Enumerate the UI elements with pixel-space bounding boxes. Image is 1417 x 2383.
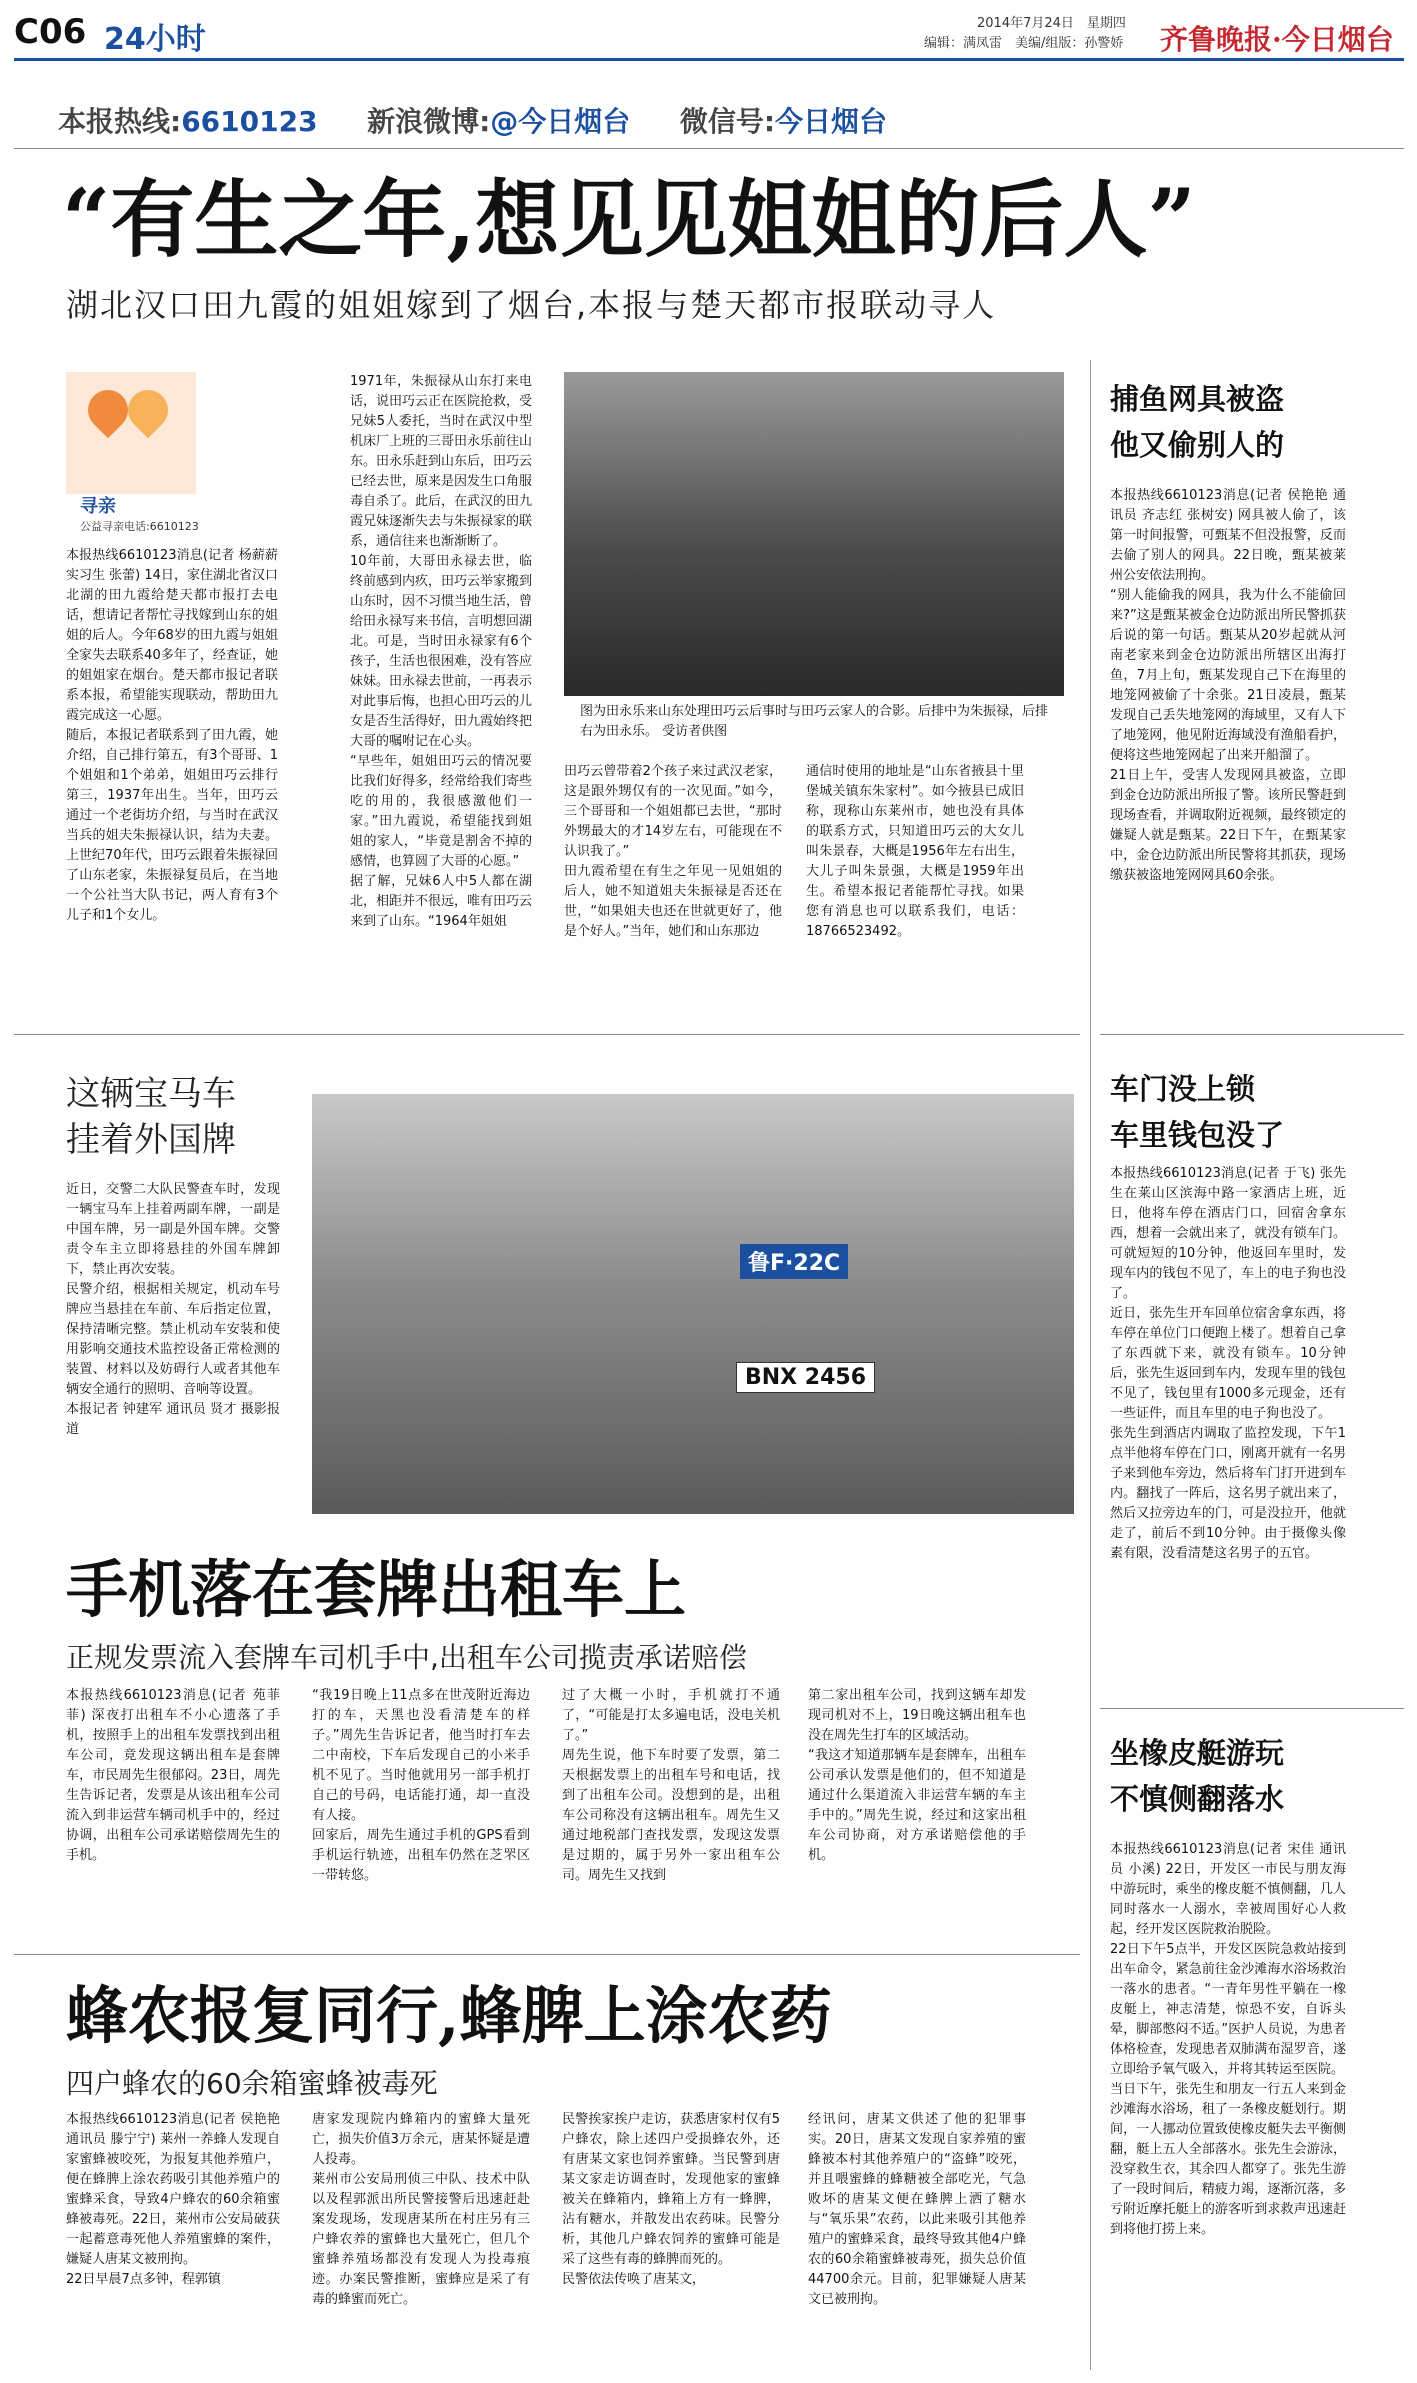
sidebar-story-3-title-line1: 坐橡皮艇游玩 bbox=[1110, 1736, 1285, 1770]
newspaper-brand: 齐鲁晚报·今日烟台 bbox=[1160, 23, 1394, 56]
heart-icon bbox=[120, 382, 177, 439]
bees-headline: 蜂农报复同行,蜂脾上涂农药 bbox=[66, 1979, 832, 2052]
logo-sub: 公益寻亲电话:6610123 bbox=[80, 520, 199, 533]
lead-col-4: 通信时使用的地址是“山东省掖县十里堡城关镇东朱家村”。如今掖县已成旧称，现称山东莱州市，她也没有具体的联系方式，只知道田巧云的大女儿叫朱景春，大概是1956年左右出生，大儿子叫朱景强，大概是1959年出生。希望本报记者能帮忙寻找。如果您有消息也可以联系我们，电话：18766523492。 bbox=[806, 764, 1024, 939]
wechat-label: 微信号: bbox=[679, 105, 776, 138]
hotline-value: 6610123 bbox=[181, 105, 318, 138]
lead-bottom-rule bbox=[14, 1034, 1080, 1035]
bees-col-1: 本报热线6610123消息(记者 侯艳艳 通讯员 滕宁宁) 莱州一养蜂人发现自家蜜蜂被咬死，为报复其他养殖户，便在蜂脾上涂农药吸引其他养殖户的蜜蜂采食，导致4户蜂农的60余箱蜜蜂被毒死。22日，莱州市公安局破获一起蓄意毒死他人养殖蜜蜂的案件，嫌疑人唐某文被刑拘。 22日早晨7点多钟，程郭镇 bbox=[66, 2112, 280, 2287]
taxi-col-2: “我19日晚上11点多在世茂附近海边打的车，天黑也没看清楚车的样子。”周先生告诉记者，他当时打车去二中南校，下车后发现自己的小米手机不见了。当时他就用另一部手机打自己的号码，电话能打通，却一直没有人接。 回家后，周先生通过手机的GPS看到手机运行轨迹，出租车仍然在芝罘区一带转悠。 bbox=[312, 1688, 530, 1883]
sidebar-story-1-title bbox=[1110, 376, 1284, 468]
logo-label: 寻亲 bbox=[80, 496, 116, 517]
page-number: C06 bbox=[14, 12, 87, 52]
bmw-photo bbox=[312, 1094, 1074, 1514]
family-photo bbox=[564, 372, 1064, 696]
chinese-plate: 鲁F·22C bbox=[740, 1244, 848, 1279]
masthead-rule bbox=[14, 58, 1404, 61]
sidebar-divider bbox=[1090, 360, 1091, 2370]
sidebar-story-1-title-line2: 他又偷别人的 bbox=[1110, 428, 1285, 462]
lead-subhead: 湖北汉口田九霞的姐姐嫁到了烟台,本报与楚天都市报联动寻人 bbox=[66, 286, 997, 324]
sidebar-rule-1 bbox=[1100, 1034, 1404, 1035]
contact-rule bbox=[14, 148, 1404, 149]
find-family-logo bbox=[66, 372, 196, 494]
editors-credit: 编辑：满凤雷 美编/组版：孙警娇 bbox=[924, 36, 1124, 51]
lead-col-3: 田巧云曾带着2个孩子来过武汉老家，这是跟外甥仅有的一次见面。”如今，三个哥哥和一个姐姐都已去世，“那时外甥最大的才14岁左右，可能现在不认识我了。” 田九霞希望在有生之年见一见姐姐的后人，她不知道姐夫朱振禄是否还在世，“如果姐夫也还在世就更好了，他是个好人。”当年，她们和山东那边 bbox=[564, 764, 782, 939]
sidebar-story-2-body: 本报热线6610123消息(记者 于飞) 张先生在莱山区滨海中路一家酒店上班，近日，他将车停在酒店门口，回宿舍拿东西，想着一会就出来了，就没有锁车门。可就短短的10分钟，他返回车里时，发现车内的钱包不见了，车上的电子狗也没了。 近日，张先生开车回单位宿舍拿东西，将车停在单位门口便跑上楼了。想着自己拿了东西就下来，就没有锁车。10分钟后，张先生返回到车内，发现车里的钱包不见了，钱包里有1000多元现金，还有一些证件，而且车里的电子狗也没了。 张先生到酒店内调取了监控发现，下午1点半他将车停在门口，刚离开就有一名男子来到他车旁边，然后将车门打开进到车内。翻找了一阵后，这名男子就出来了，然后又拉旁边车的门，可是没拉开，他就走了，前后不到10分钟。由于摄像头像素有限，没看清楚这名男子的五官。 bbox=[1110, 1166, 1346, 1561]
foreign-plate: BNX 2456 bbox=[736, 1362, 875, 1393]
section-name: 24小时 bbox=[104, 22, 206, 57]
lead-col-1: 本报热线6610123消息(记者 杨薪薪 实习生 张蕾) 14日，家住湖北省汉口北湖的田九霞给楚天都市报打去电话，想请记者帮忙寻找嫁到山东的姐姐的后人。今年68岁的田九霞与姐姐全家失去联系40多年了，经查证，她的姐姐家在烟台。楚天都市报记者联系本报，希望能实现联动，帮助田九霞完成这一心愿。 随后，本报记者联系到了田九霞，她介绍，自己排行第五，有3个哥哥、1个姐姐和1个弟弟，姐姐田巧云排行第三，1937年出生。当年，田巧云通过一个老街坊介绍，与当时在武汉当兵的姐夫朱振禄认识，结为夫妻。上世纪70年代，田巧云跟着朱振禄回了山东老家，朱振禄复员后，在当地一个公社当大队书记，两人育有3个儿子和1个女儿。 bbox=[66, 548, 278, 923]
taxi-bottom-rule bbox=[14, 1954, 1080, 1955]
contact-bar bbox=[58, 100, 887, 140]
sidebar-story-3-title-line2: 不慎侧翻落水 bbox=[1110, 1782, 1285, 1816]
weibo-label: 新浪微博: bbox=[367, 105, 491, 138]
bees-col-3: 民警挨家挨户走访，获悉唐家村仅有5户蜂农，除上述四户受损蜂农外，还有唐某文家也饲养蜜蜂。当民警到唐某文家走访调查时，发现他家的蜜蜂被关在蜂箱内，蜂箱上方有一蜂脾，沾有糖水，并散发出农药味。民警分析，其他几户蜂农饲养的蜜蜂可能是采了这些有毒的蜂脾而死的。 民警依法传唤了唐某文， bbox=[562, 2112, 780, 2287]
sidebar-rule-2 bbox=[1100, 1708, 1404, 1709]
taxi-col-3: 过了大概一小时，手机就打不通了，“可能是打太多遍电话，没电关机了。” 周先生说，他下车时要了发票，第二天根据发票上的出租车号和电话，找到了出租车公司。没想到的是，出租车公司称没有这辆出租车。周先生又通过地税部门查找发票，发现这发票是过期的，属于另外一家出租车公司。周先生又找到 bbox=[562, 1688, 780, 1883]
bmw-title-2: 挂着外国牌 bbox=[66, 1120, 236, 1160]
hotline-label: 本报热线: bbox=[58, 105, 182, 138]
lead-headline: “有生之年,想见见姐姐的后人” bbox=[62, 170, 1196, 269]
sidebar-story-1-body: 本报热线6610123消息(记者 侯艳艳 通讯员 齐志红 张树安) 网具被人偷了，该第一时间报警，可甄某不但没报警，反而去偷了别人的网具。22日晚，甄某被莱州公安依法刑拘。 “别人能偷我的网具，我为什么不能偷回来?”这是甄某被金仓边防派出所民警抓获后说的第一句话。甄某从20岁起就从河南老家来到金仓边防派出所辖区出海打鱼，7月上旬，甄某发现自己下在海里的地笼网被偷了十余张。21日凌晨，甄某发现自己丢失地笼网的海域里，又有人下了地笼网，他见附近海域没有渔船看护，便将这些地笼网起了出来开船溜了。 21日上午，受害人发现网具被盗，立即到金仓边防派出所报了警。该所民警赶到现场查看，并调取附近视频，最终锁定的嫌疑人就是甄某。22日下午，在甄某家中，金仓边防派出所民警将其抓获，现场缴获被盗地笼网网具60余张。 bbox=[1110, 488, 1346, 883]
bmw-title-1: 这辆宝马车 bbox=[66, 1074, 236, 1114]
sidebar-story-1-title-line1: 捕鱼网具被盗 bbox=[1110, 382, 1285, 416]
sidebar-story-3-body: 本报热线6610123消息(记者 宋佳 通讯员 小溪) 22日，开发区一市民与朋友海中游玩时，乘坐的橡皮艇不慎侧翻，几人同时落水一人溺水，幸被周围好心人救起，经开发区医院救治脱险。 22日下午5点半，开发区医院急救站接到出车命令，紧急前往金沙滩海水浴场救治一落水的患者。“一青年男性平躺在一橡皮艇上，神志清楚，惊恐不安，自诉头晕，脚部憋闷不适。”医护人员说，为患者体格检查，发现患者双肺满布湿罗音，遂立即给予氧气吸入，并将其转运至医院。 当日下午，张先生和朋友一行五人来到金沙滩海水浴场，租了一条橡皮艇划行。期间，一人挪动位置致使橡皮艇失去平衡侧翻，艇上五人全部落水。张先生会游泳，没穿救生衣，其余四人都穿了。张先生游了一段时间后，精疲力竭，逐渐沉落，多亏附近摩托艇上的游客听到求救声迅速赶到将他打捞上来。 bbox=[1110, 1842, 1346, 2237]
taxi-col-1: 本报热线6610123消息(记者 苑菲菲) 深夜打出租车不小心遗落了手机，按照手上的出租车发票找到出租车公司，竟发现这辆出租车是套牌车，市民周先生很郁闷。23日，周先生告诉记者，发票是从该出租车公司流入到非运营车辆司机手中的，经过协调，出租车公司承诺赔偿周先生的手机。 bbox=[66, 1688, 280, 1863]
weibo-value: @今日烟台 bbox=[490, 105, 631, 138]
taxi-col-4: 第二家出租车公司，找到这辆车却发现司机对不上，19日晚这辆出租车也没在周先生打车的区域活动。 “我这才知道那辆车是套牌车，出租车公司承认发票是他们的，但不知道是通过什么渠道流入非运营车辆的车主手中的。”周先生说，经过和这家出租车公司协商，对方承诺赔偿他的手机。 bbox=[808, 1688, 1026, 1863]
sidebar-story-2-title-line2: 车里钱包没了 bbox=[1110, 1118, 1285, 1152]
bmw-body: 近日，交警二大队民警查车时，发现一辆宝马车上挂着两副车牌，一副是中国车牌，另一副是外国车牌。交警责令车主立即将悬挂的外国车牌卸下，禁止再次安装。 民警介绍，根据相关规定，机动车号牌应当悬挂在车前、车后指定位置，保持清晰完整。禁止机动车安装和使用影响交通技术监控设备正常检测的装置、材料以及妨碍行人或者其他车辆安全通行的照明、音响等设置。 本报记者 钟建军 通讯员 贤才 摄影报道 bbox=[66, 1182, 280, 1437]
taxi-headline: 手机落在套牌出租车上 bbox=[66, 1553, 687, 1626]
bees-col-4: 经讯问，唐某文供述了他的犯罪事实。20日，唐某文发现自家养殖的蜜蜂被本村其他养殖户的“盗蜂”咬死，并且喂蜜蜂的蜂糖被全部吃光，气急败坏的唐某文便在蜂脾上洒了糖水与“氧乐果”农药，以此来吸引其他养殖户的蜜蜂采食，最终导致其他4户蜂农的60余箱蜜蜂被毒死，损失总价值44700余元。目前，犯罪嫌疑人唐某文已被刑拘。 bbox=[808, 2112, 1026, 2307]
sidebar-story-2-title bbox=[1110, 1066, 1284, 1158]
bees-subhead: 四户蜂农的60余箱蜜蜂被毒死 bbox=[66, 2067, 438, 2100]
photo-caption: 图为田永乐来山东处理田巧云后事时与田巧云家人的合影。后排中为朱振禄，后排右为田永乐。 受访者供图 bbox=[580, 704, 1049, 739]
bees-col-2: 唐家发现院内蜂箱内的蜜蜂大量死亡，损失价值3万余元，唐某怀疑是遭人投毒。 莱州市公安局刑侦三中队、技术中队以及程郭派出所民警接警后迅速赶赴案发现场，发现唐某所在村庄另有三户蜂农养的蜜蜂也大量死亡，但几个蜜蜂养殖场都没有发现人为投毒痕迹。办案民警推断，蜜蜂应是采了有毒的蜂蜜而死亡。 bbox=[312, 2112, 530, 2307]
sidebar-story-3-title bbox=[1110, 1730, 1284, 1822]
issue-date: 2014年7月24日 星期四 bbox=[977, 16, 1126, 31]
sidebar-story-2-title-line1: 车门没上锁 bbox=[1110, 1072, 1256, 1106]
wechat-value: 今日烟台 bbox=[775, 105, 888, 138]
lead-col-2: 1971年，朱振禄从山东打来电话，说田巧云正在医院抢救，受兄妹5人委托，当时在武汉中型机床厂上班的三哥田永乐前往山东。田永乐赶到山东后，田巧云已经去世，原来是因发生口角服毒自杀了。此后，在武汉的田九霞兄妹逐渐失去与朱振禄家的联系，通信往来也渐渐断了。 10年前，大哥田永禄去世，临终前感到内疚，田巧云举家搬到山东时，因不习惯当地生活，曾给田永禄写来书信，言明想回湖北。可是，当时田永禄家有6个孩子，生活也很困难，没有答应妹妹。田永禄去世前，一再表示对此事后悔，也担心田巧云的儿女是否生活得好，田九霞始终把大哥的嘱咐记在心头。 “早些年，姐姐田巧云的情况要比我们好得多，经常给我们寄些吃的用的，我很感激他们一家。”田九霞说，希望能找到姐姐的家人，“毕竟是割舍不掉的感情，也算圆了大哥的心愿。” 据了解，兄妹6人中5人都在湖北，相距并不很远，唯有田巧云来到了山东。“1964年姐姐 bbox=[350, 374, 532, 929]
taxi-subhead: 正规发票流入套牌车司机手中,出租车公司揽责承诺赔偿 bbox=[66, 1641, 747, 1674]
